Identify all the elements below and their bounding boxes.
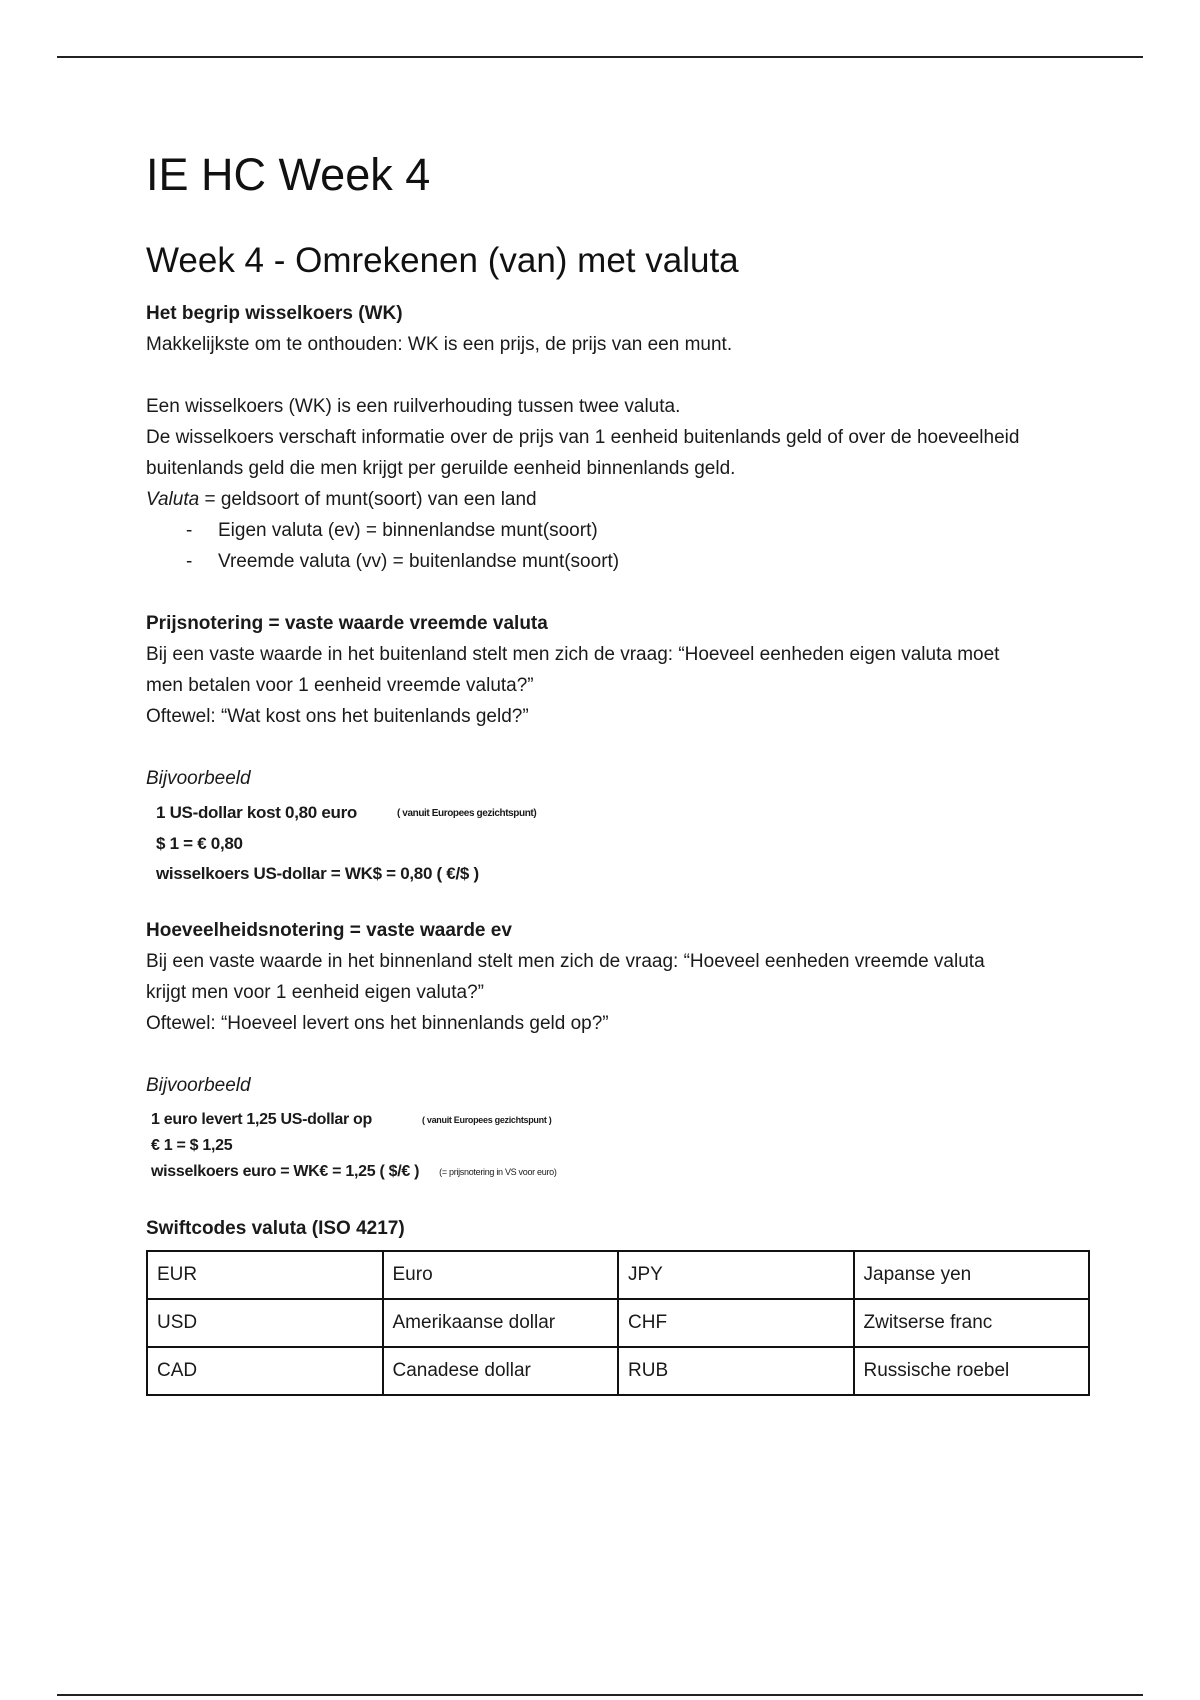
- wk-line-1: Makkelijkste om te onthouden: WK is een prijs, de prijs van een munt.: [146, 334, 733, 355]
- section-title: Week 4 - Omrekenen (van) met valuta: [146, 240, 739, 280]
- list-item: - Eigen valuta (ev) = binnenlandse munt(soort): [186, 515, 1096, 546]
- table-cell: CHF: [618, 1299, 854, 1347]
- table-row: [147, 1251, 1089, 1299]
- document-title: IE HC Week 4: [146, 149, 431, 200]
- table-cell: Russische roebel: [854, 1347, 1090, 1395]
- hoev-example-2: € 1 = $ 1,25: [151, 1136, 233, 1154]
- swift-codes-table: [146, 1250, 1090, 1396]
- hoev-example-label: Bijvoorbeeld: [146, 1074, 251, 1096]
- wk-line-3: De wisselkoers verschaft informatie over de prijs van 1 eenheid buitenlands geld of over de hoeveelheid: [146, 427, 1020, 448]
- hoev-example-note-2: (= prijsnotering in VS voor euro): [439, 1166, 557, 1177]
- hoev-example-3: wisselkoers euro = WK€ = 1,25 ( $/€ ): [151, 1162, 420, 1180]
- wk-heading: Het begrip wisselkoers (WK): [146, 303, 403, 324]
- hoev-example: [151, 1107, 1096, 1185]
- table-cell: JPY: [618, 1251, 854, 1299]
- wk-line-4: buitenlands geld die men krijgt per geruilde eenheid binnenlands geld.: [146, 458, 736, 479]
- prijs-line-2: men betalen voor 1 eenheid vreemde valuta?”: [146, 675, 534, 696]
- top-rule: [57, 56, 1143, 58]
- prijs-example: [156, 798, 1096, 889]
- hoev-line-1: Bij een vaste waarde in het binnenland stelt men zich de vraag: “Hoeveel eenheden vreemde valuta: [146, 950, 985, 972]
- valuta-term: Valuta: [146, 489, 200, 510]
- table-cell: Japanse yen: [854, 1251, 1090, 1299]
- hoev-example-note: ( vanuit Europees gezichtspunt ): [422, 1114, 552, 1125]
- hoev-line-2: krijgt men voor 1 eenheid eigen valuta?”: [146, 981, 484, 1003]
- prijs-example-2: $ 1 = € 0,80: [156, 833, 243, 853]
- swift-heading: Swiftcodes valuta (ISO 4217): [146, 1217, 405, 1239]
- table-cell: Euro: [383, 1251, 619, 1299]
- table-row: [147, 1347, 1089, 1395]
- valuta-definition: [146, 484, 1096, 515]
- prijs-example-label: Bijvoorbeeld: [146, 768, 251, 789]
- prijs-example-1: 1 US-dollar kost 0,80 euro: [156, 803, 357, 822]
- hoev-line-3: Oftewel: “Hoeveel levert ons het binnenlands geld op?”: [146, 1012, 609, 1034]
- table-cell: CAD: [147, 1347, 383, 1395]
- hoev-example-1: 1 euro levert 1,25 US-dollar op: [151, 1110, 372, 1128]
- prijs-example-3: wisselkoers US-dollar = WK$ = 0,80 ( €/$ ): [156, 863, 479, 883]
- table-cell: EUR: [147, 1251, 383, 1299]
- wk-line-2: Een wisselkoers (WK) is een ruilverhouding tussen twee valuta.: [146, 396, 681, 417]
- valuta-def: = geldsoort of munt(soort) van een land: [199, 489, 537, 510]
- prijs-heading: Prijsnotering = vaste waarde vreemde valuta: [146, 613, 548, 634]
- table-row: [147, 1299, 1089, 1347]
- bottom-rule: [57, 1694, 1143, 1696]
- hoev-heading: Hoeveelheidsnotering = vaste waarde ev: [146, 919, 512, 941]
- table-cell: USD: [147, 1299, 383, 1347]
- list-item: - Vreemde valuta (vv) = buitenlandse munt(soort): [186, 546, 1096, 577]
- table-cell: Amerikaanse dollar: [383, 1299, 619, 1347]
- prijs-line-1: Bij een vaste waarde in het buitenland stelt men zich de vraag: “Hoeveel eenheden eigen valuta moet: [146, 644, 1000, 665]
- valuta-list: [146, 515, 1096, 577]
- prijs-example-note: ( vanuit Europees gezichtspunt): [397, 807, 537, 819]
- table-cell: Zwitserse franc: [854, 1299, 1090, 1347]
- prijs-line-3: Oftewel: “Wat kost ons het buitenlands geld?”: [146, 706, 529, 727]
- table-cell: Canadese dollar: [383, 1347, 619, 1395]
- table-cell: RUB: [618, 1347, 854, 1395]
- document-page: [146, 150, 1096, 1396]
